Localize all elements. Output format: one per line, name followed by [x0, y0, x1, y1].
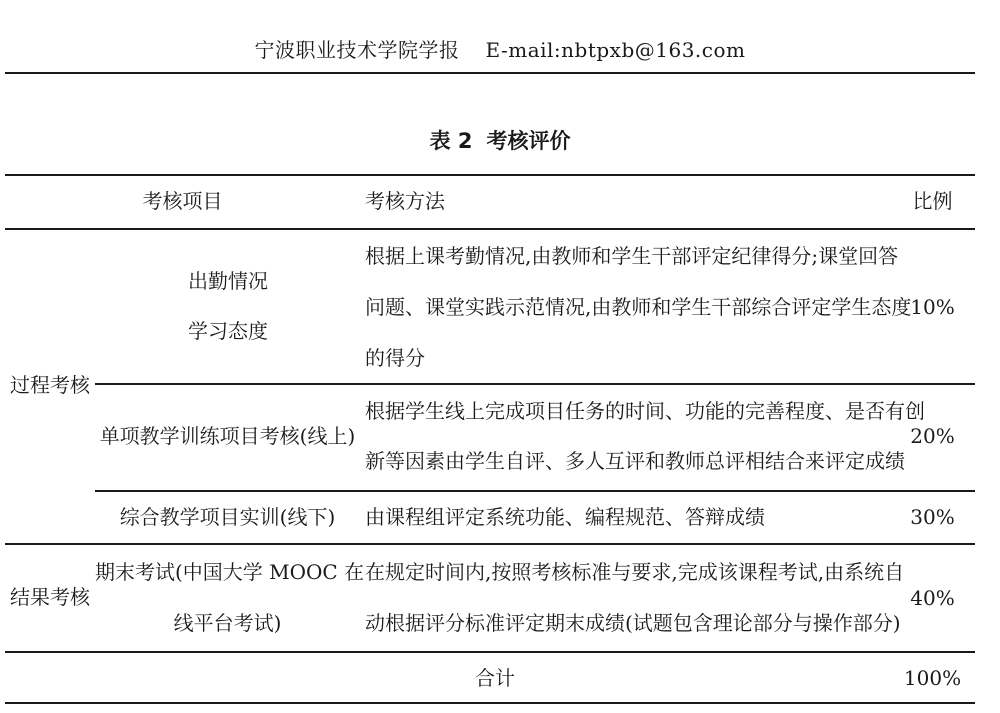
group-label-process: 过程考核 — [10, 373, 90, 397]
group-divider — [5, 543, 975, 545]
total-divider — [5, 651, 975, 653]
total-ratio: 100% — [903, 666, 962, 690]
table-title: 考核评价 — [486, 129, 571, 153]
group-label-result: 结果考核 — [10, 585, 90, 609]
row-item-line: 期末考试(中国大学 MOOC 在 — [95, 560, 365, 584]
row-method-line: 由课程组评定系统功能、编程规范、答辩成绩 — [365, 505, 765, 529]
row-item-line: 出勤情况 — [188, 269, 268, 293]
row-method-line: 问题、课堂实践示范情况,由教师和学生干部综合评定学生态度 — [365, 295, 912, 319]
row-method-line: 在规定时间内,按照考核标准与要求,完成该课程考试,由系统自 — [365, 560, 905, 584]
table-top-rule — [5, 174, 975, 176]
journal-email: E-mail:nbtpxb@163.com — [485, 38, 746, 62]
row-method-line: 的得分 — [365, 346, 425, 370]
row-item-line: 线平台考试) — [173, 611, 282, 635]
row-item-line: 学习态度 — [188, 319, 268, 343]
row-item-line: 单项教学训练项目考核(线上) — [99, 424, 356, 448]
running-header — [0, 34, 1000, 63]
total-label: 合计 — [475, 666, 515, 690]
row-method-line: 根据上课考勤情况,由教师和学生干部评定纪律得分;课堂回答 — [365, 244, 899, 268]
row-method-line: 根据学生线上完成项目任务的时间、功能的完善程度、是否有创 — [365, 399, 925, 423]
table-number: 表 2 — [429, 129, 473, 153]
column-header-ratio: 比例 — [912, 189, 953, 213]
header-rule — [5, 72, 975, 74]
column-header-method: 考核方法 — [365, 189, 445, 213]
row-ratio: 10% — [910, 295, 955, 319]
journal-name: 宁波职业技术学院学报 — [254, 38, 460, 62]
table-bottom-rule — [5, 702, 975, 704]
row-method-line: 动根据评分标准评定期末成绩(试题包含理论部分与操作部分) — [365, 611, 901, 635]
table-caption — [0, 125, 1000, 155]
row-ratio: 20% — [910, 424, 955, 448]
row-method-line: 新等因素由学生自评、多人互评和教师总评相结合来评定成绩 — [365, 449, 905, 473]
row-divider-1 — [95, 383, 975, 385]
row-ratio: 30% — [910, 505, 955, 529]
column-header-item: 考核项目 — [142, 189, 223, 213]
row-item-line: 综合教学项目实训(线下) — [119, 505, 336, 529]
header-bottom-rule — [5, 228, 975, 230]
row-ratio: 40% — [910, 586, 955, 610]
row-divider-2 — [95, 490, 975, 492]
